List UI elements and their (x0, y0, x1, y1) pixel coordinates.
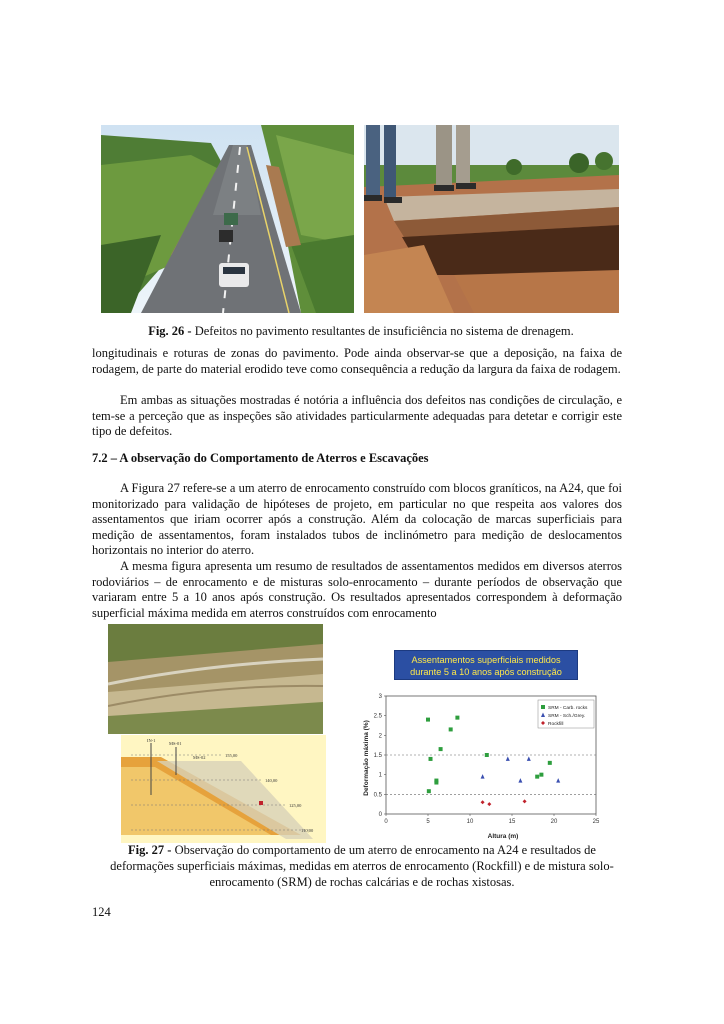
diagram-label-155: 155,00 (225, 753, 238, 758)
chart-legend-marker-0 (541, 705, 545, 709)
chart-x-tick-label: 15 (508, 819, 516, 825)
chart-x-tick-label: 5 (426, 819, 430, 825)
chart-point-s0-3 (439, 747, 443, 751)
section-heading: 7.2 – A observação do Comportamento de Aterros e Escavações (92, 451, 429, 465)
embankment-cross-section-diagram (121, 735, 326, 843)
diagram-label-110: 110,00 (301, 828, 314, 833)
fig27-text: Observação do comportamento de um aterro de enrocamento na A24 e resultados de deformações superficiais máximas, medidas em aterros de enrocamento (Rockfill) e de mistura solo-enrocamento (SRM) de rochas calcárias e de rochas xistosas. (110, 843, 614, 889)
chart-y-axis-label: Deformação máxima (%) (363, 720, 370, 796)
fig26-text: Defeitos no pavimento resultantes de insuficiência no sistema de drenagem. (194, 324, 574, 338)
chart-y-tick-label: 1.5 (373, 753, 382, 759)
chart-point-s0-0 (426, 718, 430, 722)
chart-y-tick-label: 0.5 (373, 792, 382, 799)
chart-point-s0-10 (539, 773, 543, 777)
chart-x-tick-label: 25 (592, 819, 600, 825)
chart-point-s0-4 (429, 757, 433, 761)
chart-x-axis-label: Altura (m) (487, 833, 519, 840)
diagram-label-in1: IN-1 (147, 738, 156, 743)
diagram-label-140: 140,00 (265, 778, 278, 783)
chart-y-tick-label: 3 (378, 694, 382, 700)
paragraph-2: Em ambas as situações mostradas é notória a influência dos defeitos nas condições de circulação, e tem-se a perceção que as inspeções são atividades particularmente adequadas para detetar e corrigir este tipo de defeitos. (92, 393, 622, 439)
chart-point-s0-7 (434, 779, 438, 783)
fig26-caption (101, 323, 621, 339)
fig26-label: Fig. 26 - (148, 324, 192, 338)
chart-point-s0-5 (427, 789, 431, 793)
chart-y-tick-label: 2.5 (373, 713, 382, 720)
chart-banner-line2: durante 5 a 10 anos após construção (410, 667, 562, 677)
chart-legend-entry-0: SRM - Carb. rocks (548, 706, 588, 711)
page-number: 124 (92, 905, 111, 919)
chart-banner-line1: Assentamentos superficiais medidos (411, 655, 561, 665)
chart-point-s0-11 (548, 761, 552, 765)
chart-point-s0-2 (449, 727, 453, 731)
embankment-aerial-photo (108, 624, 323, 734)
pavement-erosion-photo (364, 125, 619, 313)
diagram-label-125: 125,00 (289, 803, 302, 808)
paragraph-1: longitudinais e roturas de zonas do pavimento. Pode ainda observar-se que a deposição, na faixa de rodagem, de parte do material erodido teve como consequência a redução da largura da faixa de rodagem. (92, 346, 622, 376)
diagram-label-ms01: MS-01 (169, 741, 182, 746)
chart-point-s0-1 (455, 716, 459, 720)
chart-y-tick-label: 2 (378, 733, 382, 740)
chart-legend-entry-2: Rockfill (548, 722, 564, 727)
paragraph-3: A Figura 27 refere-se a um aterro de enrocamento construído com blocos graníticos, na A24, que foi monitorizado para validação de hipóteses de projeto, em particular no que respeita aos valores dos assentamentos que iriam ocorrer após a construção. Além da colocação de marcas superficiais para medição de assentamentos, foram instalados tubos de inclinómetro para medição de deslocamentos horizontais no interior do aterro. (92, 481, 622, 558)
deformation-scatter-chart (356, 688, 612, 840)
chart-banner (394, 650, 578, 680)
paragraph-4: A mesma figura apresenta um resumo de resultados de assentamentos medidos em diversos aterros rodoviários – de enrocamento e de misturas solo-enrocamento – durante períodos de observação que variaram entre 5 a 10 anos após construção. Os resultados apresentados correspondem à deformação superficial máxima medida em aterros construídos com enrocamento (92, 559, 622, 620)
chart-y-tick-label: 1 (378, 772, 382, 779)
chart-x-tick-label: 20 (550, 819, 558, 825)
chart-legend-entry-1: SRM - Sch./Grey. (548, 714, 586, 719)
chart-point-s0-8 (485, 753, 489, 757)
diagram-label-ms02: MS-02 (193, 755, 206, 760)
chart-y-tick-label: 0 (378, 812, 382, 818)
chart-x-tick-label: 10 (466, 819, 474, 825)
road-photo (101, 125, 354, 313)
chart-point-s0-9 (535, 775, 539, 779)
fig27-label: Fig. 27 - (128, 843, 172, 857)
fig27-caption (98, 842, 626, 890)
chart-x-tick-label: 0 (384, 819, 388, 825)
